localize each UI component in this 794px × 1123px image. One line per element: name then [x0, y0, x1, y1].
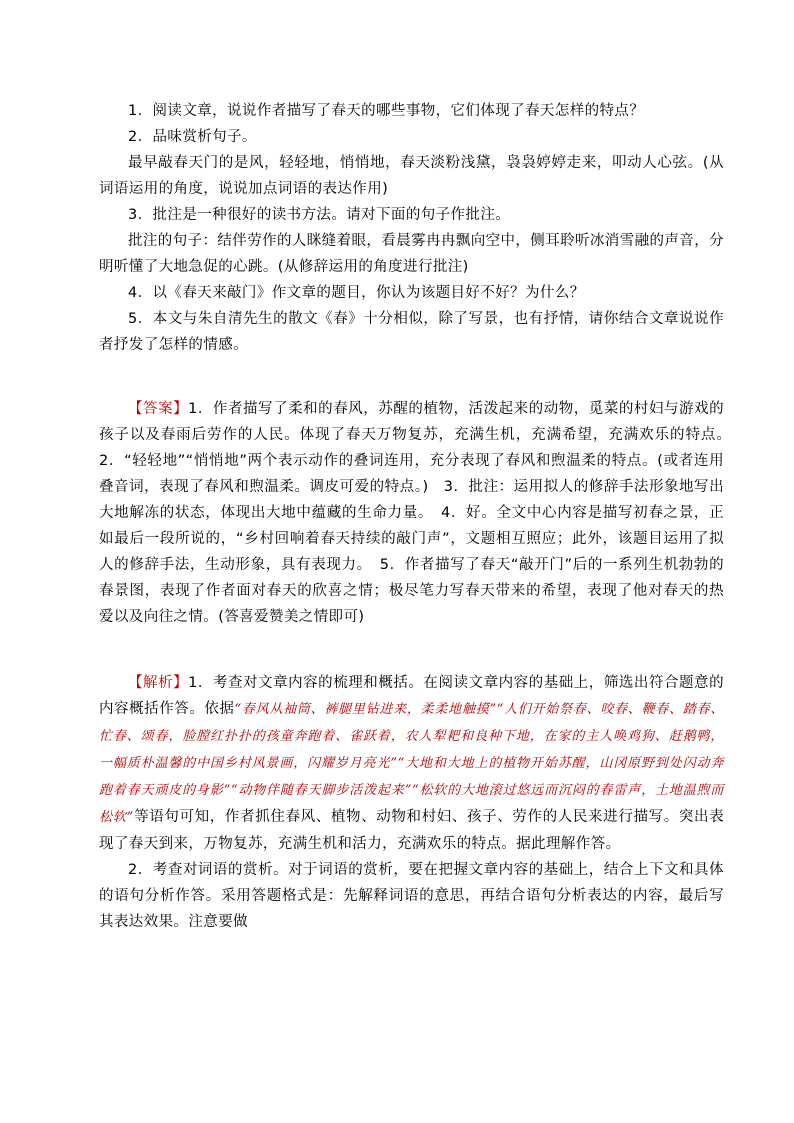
spacer — [99, 630, 724, 670]
analysis-paragraph-1 — [99, 670, 724, 857]
question-1: 1．阅读文章，说说作者描写了春天的哪些事物，它们体现了春天怎样的特点？ — [128, 103, 645, 119]
answer-label: 【答案】 — [128, 401, 189, 417]
question-3: 3．批注是一种很好的读书方法。请对下面的句子作批注。 — [128, 207, 511, 223]
analysis-lead: 1．考查对文章内容的梳理和概括。在阅读文章内容的基础上，筛选出符合题意的内容概括作答。依据 — [99, 675, 724, 717]
analysis-paragraph-2: 2．考查对词语的赏析。对于词语的赏析，要在把握文章内容的基础上，结合上下文和具体的语句分析作答。采用答题格式是：先解释词语的意思，再结合语句分析表达的内容，最后写其表达效果。注意要做 — [99, 862, 724, 930]
spacer — [99, 358, 724, 396]
analysis-label: 【解析】 — [128, 675, 189, 691]
document-body — [99, 98, 739, 935]
question-3-sentence: 批注的句子：结伴劳作的人眯缝着眼，看晨雾冉冉飘向空中，侧耳聆听冰消雪融的声音，分明听懂了大地急促的心跳。(从修辞运用的角度进行批注) — [99, 233, 724, 275]
question-2-sentence: 最早敲春天门的是风，轻轻地，悄悄地，春天淡粉浅黛，袅袅婷婷走来，叩动人心弦。(从词语运用的角度，说说加点词语的表达作用) — [99, 155, 724, 197]
answer-paragraph — [99, 396, 739, 630]
question-5: 5．本文与朱自清先生的散文《春》十分相似，除了写景，也有抒情，请你结合文章说说作者抒发了怎样的情感。 — [99, 311, 724, 353]
question-4: 4．以《春天来敲门》作文章的题目，你认为该题目好不好？为什么？ — [128, 285, 585, 301]
question-2: 2．品味赏析句子。 — [128, 129, 257, 145]
analysis-quote: “春风从袖筒、裤腿里钻进来，柔柔地触摸”“人们开始祭春、咬春、鞭春、踏春、忙春、颂春，脸膛红扑扑的孩童奔跑着、雀跃着，农人犁耙和良种下地，在家的主人唤鸡狗、赶鹅鸭，一幅质朴温馨的中国乡村风景画，闪耀岁月亮光”“大地和大地上的植物开始苏醒，山冈原野到处闪动奔跑着春天顽皮的身影”“动物伴随春天脚步活泼起来”“松软的大地滚过悠远而沉闷的春雷声，土地温煦而松软” — [99, 702, 724, 825]
answer-text: 1．作者描写了柔和的春风，苏醒的植物，活泼起来的动物，觅菜的村妇与游戏的孩子以及春雨后劳作的人民。体现了春天万物复苏，充满生机，充满希望，充满欢乐的特点。 2．“轻轻地”“悄悄地”两个表示动作的叠词连用，充分表现了春风和煦温柔的特点。(或者连用叠音词，表现了春风和煦温柔。调皮可爱的特点。) 3．批注：运用拟人的修辞手法形象地写出大地解冻的状态，体现出大地中蕴藏的生命力量。 4．好。全文中心内容是描写初春之景，正如最后一段所说的，“乡村回响着春天持续的敲门声”，文题相互照应；此外，该题目运用了拟人的修辞手法，生动形象，具有表现力。 5．作者描写了春天“敲开门”后的一系列生机勃勃的春景图，表现了作者面对春天的欣喜之情；极尽笔力写春天带来的希望，表现了他对春天的热爱以及向往之情。(答喜爱赞美之情即可) — [99, 401, 739, 625]
analysis-tail: 等语句可知，作者抓住春风、植物、动物和村妇、孩子、劳作的人民来进行描写。突出表现了春天到来，万物复苏，充满生机和活力，充满欢乐的特点。据此理解作答。 — [99, 809, 724, 852]
